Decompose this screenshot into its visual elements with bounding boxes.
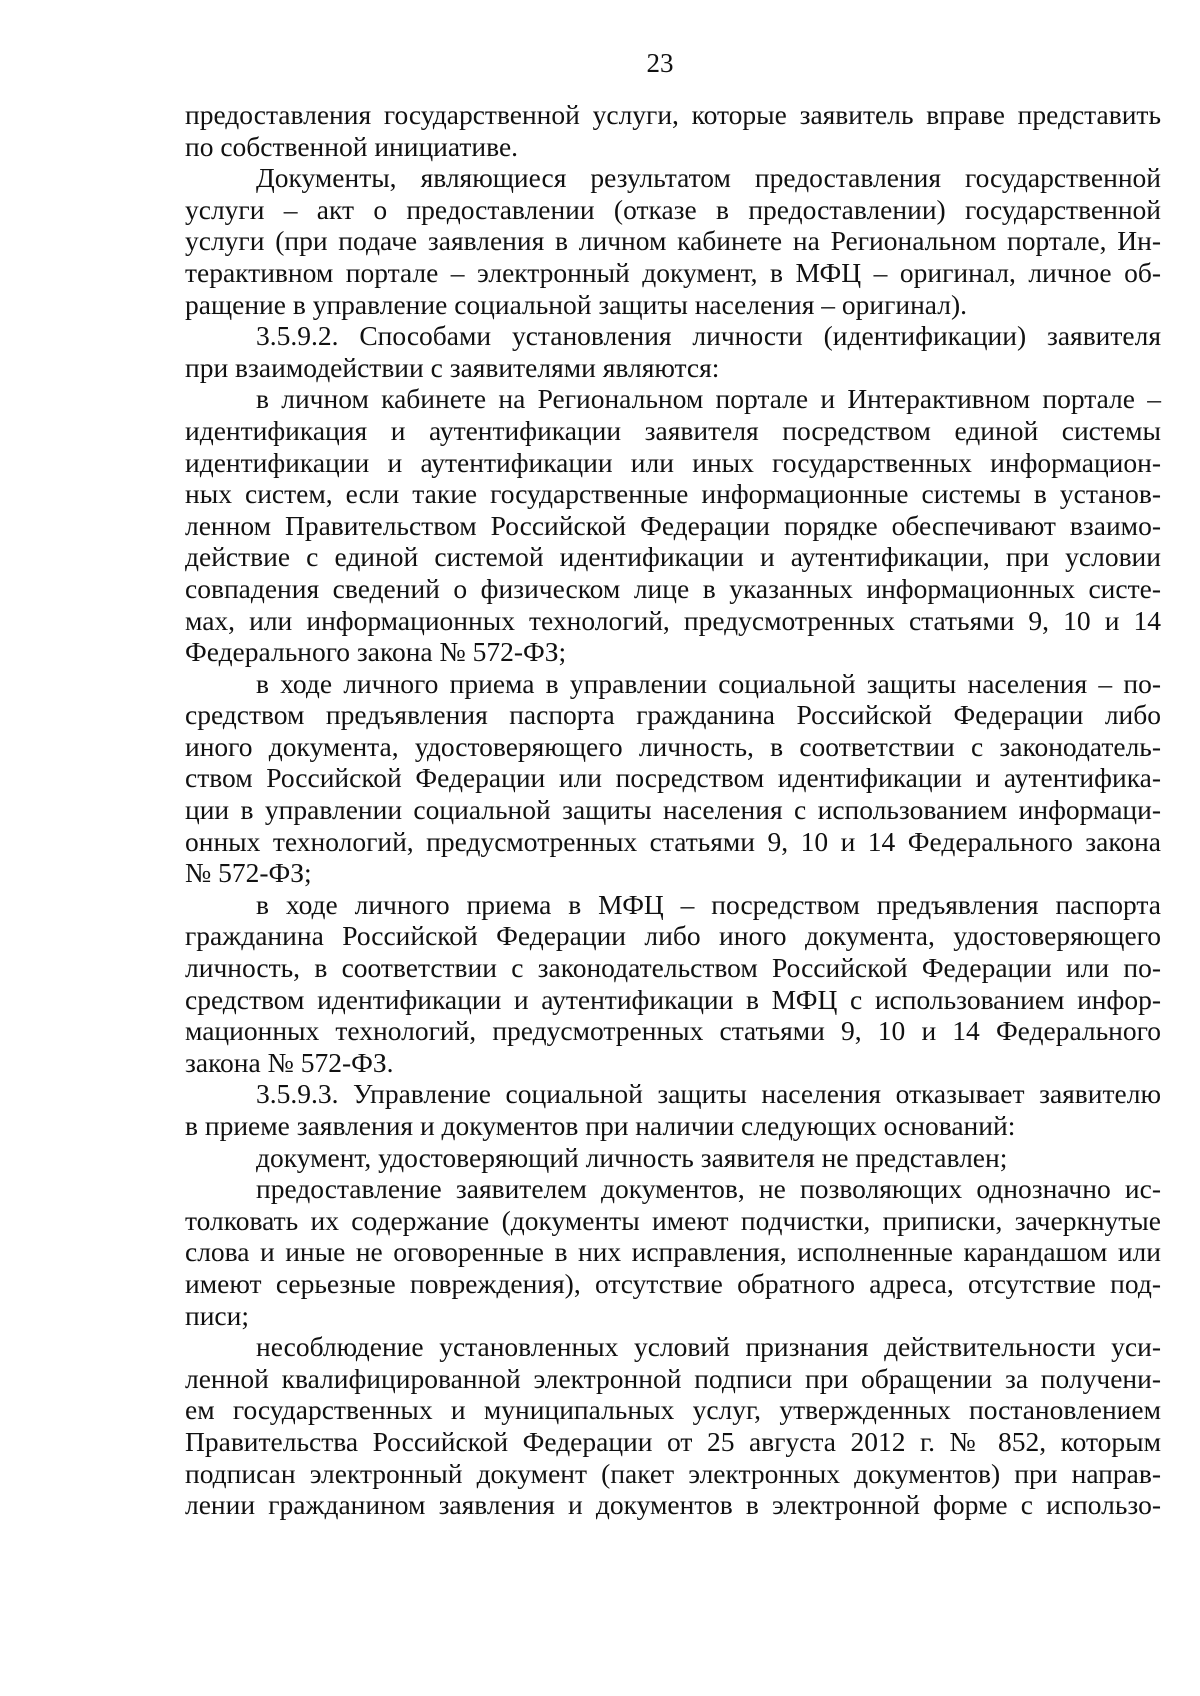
text-line: толковать их содержание (документы имеют подчистки, приписки, зачеркнутые: [185, 1204, 1161, 1236]
text-line: услуги – акт о предоставлении (отказе в предоставлении) государственной: [185, 193, 1161, 225]
text-line: документ, удостоверяющий личность заявителя не представлен;: [256, 1141, 1008, 1173]
text-line: гражданина Российской Федерации либо иного документа, удостоверяющего: [185, 920, 1161, 952]
page-number: 23: [646, 48, 674, 78]
text-line: подписан электронный документ (пакет электронных документов) при направ-: [185, 1457, 1161, 1489]
text-line: мах, или информационных технологий, предусмотренных статьями 9, 10 и 14: [185, 604, 1161, 636]
text-line: ции в управлении социальной защиты населения с использованием информаци-: [185, 794, 1161, 826]
text-line: Федерального закона № 572-ФЗ;: [185, 636, 567, 668]
text-line: предоставление заявителем документов, не позволяющих однозначно ис-: [256, 1173, 1161, 1205]
text-line: предоставления государственной услуги, которые заявитель вправе представить: [185, 99, 1161, 130]
text-line: мационных технологий, предусмотренных статьями 9, 10 и 14 Федерального: [185, 1015, 1161, 1047]
text-line: личность, в соответствии с законодательством Российской Федерации или по-: [185, 952, 1161, 984]
text-line: средством идентификации и аутентификации в МФЦ с использованием инфор-: [185, 983, 1161, 1015]
text-line: по собственной инициативе.: [185, 130, 519, 162]
text-line: ращение в управление социальной защиты населения – оригинал).: [185, 288, 968, 320]
text-line: в ходе личного приема в МФЦ – посредством предъявления паспорта: [256, 888, 1161, 920]
text-line: ством Российской Федерации или посредством идентификации и аутентифика-: [185, 762, 1161, 794]
text-line: 3.5.9.3. Управление социальной защиты населения отказывает заявителю: [256, 1078, 1161, 1110]
text-line: писи;: [185, 1299, 249, 1331]
text-line: в приеме заявления и документов при наличии следующих оснований:: [185, 1110, 1016, 1141]
text-line: слова и иные не оговоренные в них исправления, исполненные карандашом или: [185, 1236, 1161, 1268]
text-line: ленной квалифицированной электронной подписи при обращении за получени-: [185, 1362, 1161, 1394]
text-line: имеют серьезные повреждения), отсутствие обратного адреса, отсутствие под-: [185, 1267, 1161, 1299]
text-line: средством предъявления паспорта гражданина Российской Федерации либо: [185, 699, 1161, 731]
text-line: ем государственных и муниципальных услуг, утвержденных постановлением: [185, 1394, 1161, 1426]
text-line: закона № 572-ФЗ.: [185, 1046, 394, 1078]
text-line: в личном кабинете на Региональном портале и Интерактивном портале –: [256, 383, 1161, 415]
text-line: идентификация и аутентификации заявителя посредством единой системы: [185, 414, 1161, 446]
text-line: онных технологий, предусмотренных статьями 9, 10 и 14 Федерального закона: [185, 825, 1161, 857]
text-line: Правительства Российской Федерации от 25 августа 2012 г. № 852, которым: [185, 1425, 1161, 1457]
text-line: при взаимодействии с заявителями являются:: [185, 351, 720, 383]
text-line: действие с единой системой идентификации и аутентификации, при условии: [185, 541, 1161, 573]
text-line: ленном Правительством Российской Федерации порядке обеспечивают взаимо-: [185, 509, 1161, 541]
text-line: совпадения сведений о физическом лице в указанных информационных систе-: [185, 572, 1161, 604]
document-body: [185, 99, 1161, 1521]
text-line: Документы, являющиеся результатом предоставления государственной: [256, 162, 1161, 194]
text-line: несоблюдение установленных условий признания действительности уси-: [256, 1331, 1161, 1363]
text-line: № 572-ФЗ;: [185, 857, 312, 889]
text-line: идентификации и аутентификации или иных государственных информацион-: [185, 446, 1161, 478]
text-line: лении гражданином заявления и документов в электронной форме с использо-: [185, 1489, 1161, 1521]
text-line: 3.5.9.2. Способами установления личности (идентификации) заявителя: [256, 320, 1161, 352]
text-line: ных систем, если такие государственные информационные системы в установ-: [185, 478, 1161, 510]
text-line: услуги (при подаче заявления в личном кабинете на Региональном портале, Ин-: [185, 225, 1161, 257]
text-line: терактивном портале – электронный документ, в МФЦ – оригинал, личное об-: [185, 256, 1161, 288]
text-line: в ходе личного приема в управлении социальной защиты населения – по-: [256, 667, 1161, 699]
text-line: иного документа, удостоверяющего личность, в соответствии с законодатель-: [185, 730, 1161, 762]
